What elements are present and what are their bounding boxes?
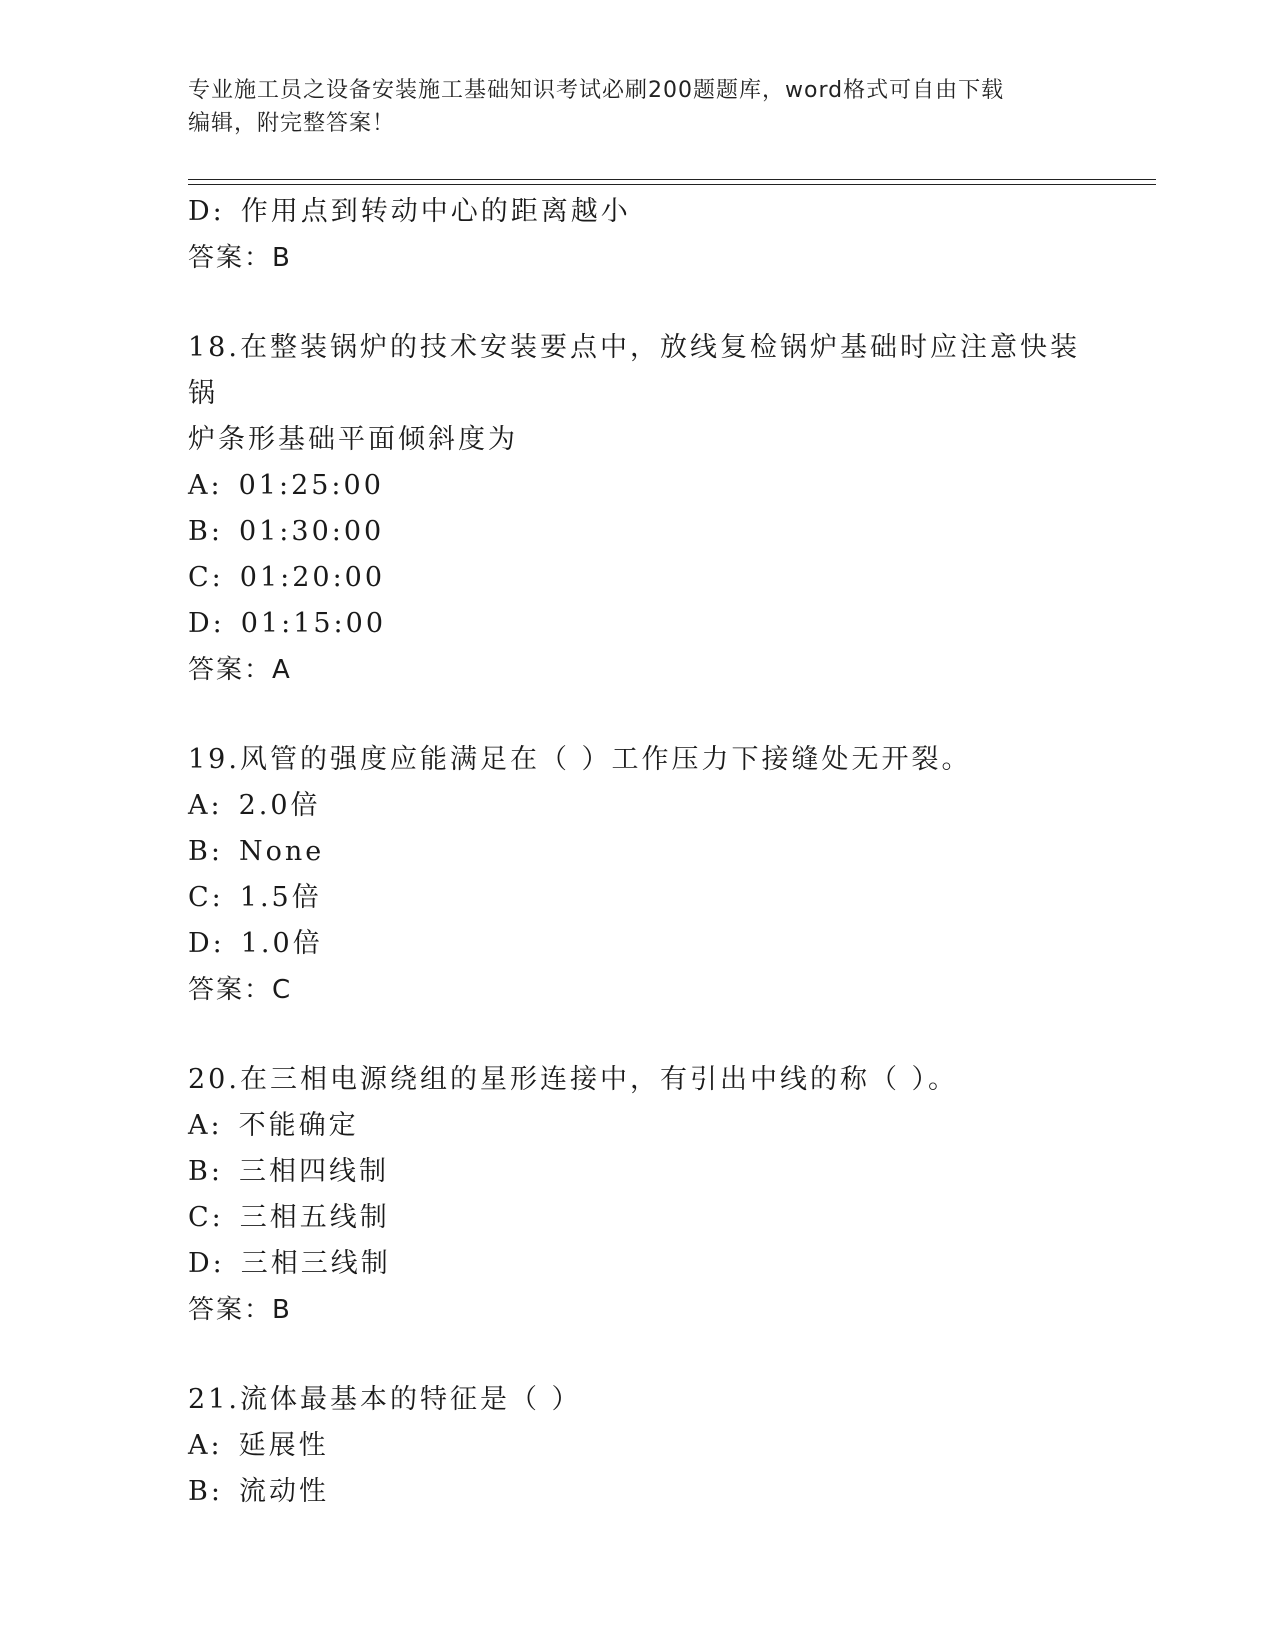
option-label: D: (188, 608, 225, 639)
option-label: A: (188, 1430, 223, 1461)
option-text: 作用点到转动中心的距离越小 (240, 196, 631, 227)
option-text: 1.5倍 (239, 882, 322, 913)
option-text: 流动性 (238, 1476, 329, 1507)
option-text: 三相三线制 (240, 1248, 391, 1279)
option-text: 01:15:00 (240, 608, 387, 639)
option-label: A: (188, 470, 223, 501)
option-label: D: (188, 196, 225, 227)
option-a (188, 783, 1088, 829)
question-21 (188, 1377, 1088, 1515)
question-stem (188, 325, 1088, 463)
question-18 (188, 325, 1088, 693)
question-19 (188, 737, 1088, 1013)
option-text: 三相五线制 (239, 1202, 390, 1233)
header-divider-top (188, 179, 1156, 180)
option-label: B: (188, 836, 223, 867)
question-stem: 19.风管的强度应能满足在（ ）工作压力下接缝处无开裂。 (188, 744, 972, 775)
option-text: 不能确定 (238, 1110, 359, 1141)
option-label: B: (188, 516, 223, 547)
option-text: 01:25:00 (238, 470, 384, 501)
option-text: 01:30:00 (238, 516, 385, 547)
option-label: C: (188, 882, 224, 913)
answer-line: 答案：C (188, 975, 293, 1005)
option-label: C: (188, 562, 224, 593)
option-label: C: (188, 1202, 224, 1233)
option-text: 延展性 (238, 1430, 329, 1461)
header-line-1: 专业施工员之设备安装施工基础知识考试必刷200题题库，word格式可自由下载 (188, 78, 1005, 103)
option-c (188, 555, 1088, 601)
question-list (188, 189, 1088, 1515)
option-text: 1.0倍 (240, 928, 323, 959)
option-b (188, 1469, 1088, 1515)
question-fragment (188, 189, 1088, 281)
answer-line: 答案：B (188, 1295, 292, 1325)
question-stem-line-2: 炉条形基础平面倾斜度为 (188, 424, 518, 455)
option-a (188, 1103, 1088, 1149)
answer-line: 答案：B (188, 243, 292, 273)
option-label: B: (188, 1156, 223, 1187)
option-label: B: (188, 1476, 223, 1507)
header-line-2: 编辑，附完整答案！ (188, 111, 396, 136)
option-b (188, 1149, 1088, 1195)
option-d (188, 1241, 1088, 1287)
option-label: A: (188, 790, 223, 821)
option-c (188, 1195, 1088, 1241)
option-d (188, 189, 1088, 235)
option-label: D: (188, 1248, 225, 1279)
document-header (188, 74, 1088, 140)
question-20 (188, 1057, 1088, 1333)
option-label: A: (188, 1110, 223, 1141)
option-b (188, 829, 1088, 875)
option-d (188, 601, 1088, 647)
header-divider-bottom (188, 184, 1156, 185)
option-text: 01:20:00 (239, 562, 386, 593)
option-a (188, 463, 1088, 509)
option-label: D: (188, 928, 225, 959)
option-text: None (238, 836, 325, 867)
question-stem-line-1: 18.在整装锅炉的技术安装要点中，放线复检锅炉基础时应注意快装锅 (188, 332, 1080, 409)
option-a (188, 1423, 1088, 1469)
option-text: 三相四线制 (238, 1156, 389, 1187)
option-text: 2.0倍 (238, 790, 321, 821)
option-b (188, 509, 1088, 555)
option-c (188, 875, 1088, 921)
answer-line: 答案：A (188, 655, 292, 685)
option-d (188, 921, 1088, 967)
question-stem: 21.流体最基本的特征是（ ） (188, 1384, 582, 1415)
question-stem: 20.在三相电源绕组的星形连接中，有引出中线的称（ ）。 (188, 1064, 959, 1095)
